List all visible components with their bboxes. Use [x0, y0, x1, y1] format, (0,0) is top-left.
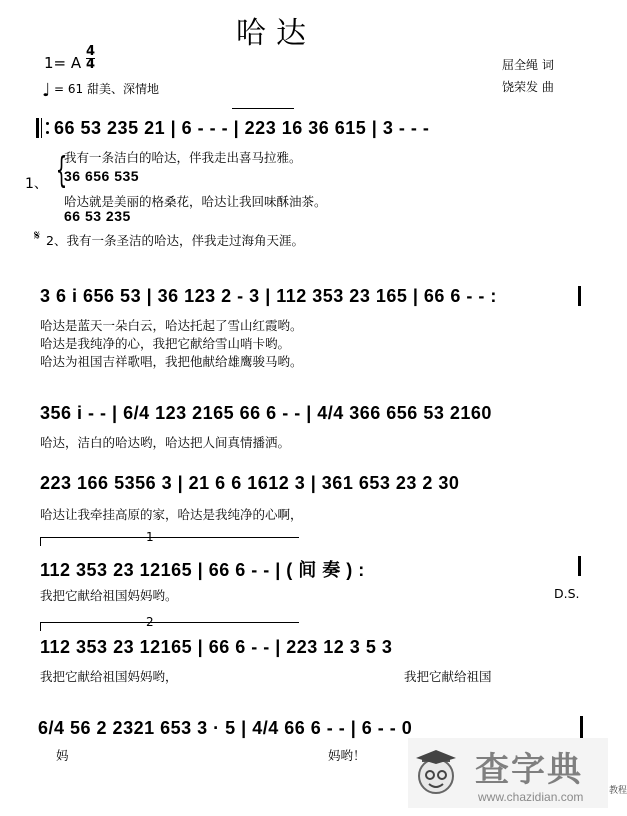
staff-alt-notes-1: 36 656 535	[64, 168, 140, 184]
verse-brace: {	[55, 150, 68, 191]
staff-row-5-notes: 112 353 23 12165 | 66 6 - - | ( 间 奏 ) :	[40, 560, 365, 580]
staff-row-4-notes: 223 166 5356 3 | 21 6 6 1612 3 | 361 653 23 2 30	[40, 473, 460, 493]
lyric-row-5: 我把它献给祖国妈妈哟。	[40, 588, 178, 603]
song-title: 哈达	[236, 16, 316, 51]
quarter-note-icon: ♩	[42, 80, 51, 101]
staff-row-6-notes: 112 353 23 12165 | 66 6 - - | 223 12 3 5 3	[40, 637, 393, 657]
key-signature: 1= A	[44, 54, 82, 72]
lyric-row-7b: 妈哟！	[328, 748, 366, 763]
final-barline	[580, 716, 583, 738]
repeat-end-barline	[578, 286, 581, 306]
staff-row-7-notes: 6/4 56 2 2321 653 3 · 5 | 4/4 66 6 - - | 6 - - 0	[38, 718, 413, 738]
lyric-row-4: 哈达让我牵挂高原的家，哈达是我纯净的心啊，	[40, 507, 303, 522]
staff-row-3-notes: 356 i - - | 6/4 123 2165 66 6 - - | 4/4 366 656 53 2160	[40, 403, 492, 423]
segno-icon: 𝄋	[34, 228, 41, 244]
volta-second-label: 2	[146, 615, 154, 629]
lyric-row-6a: 我把它献给祖国妈妈哟，	[40, 669, 178, 684]
corner-tag: 教程	[609, 786, 627, 796]
lyric-row-2a: 哈达是蓝天一朵白云，哈达托起了雪山红霞哟。	[40, 318, 303, 333]
lyricist-credit: 屈全绳 词	[502, 58, 554, 72]
lyric-row-1b: 哈达就是美丽的格桑花，哈达让我回味酥油茶。	[64, 194, 327, 209]
volta-second-bracket	[40, 622, 299, 631]
repeat-end-barline-2	[578, 556, 581, 576]
repeat-start-barline	[36, 118, 39, 138]
staff-row-1-notes: 66 53 235 21 | 6 - - - | 223 16 36 615 | 3 - - -	[54, 118, 430, 138]
watermark-url: www.chazidian.com	[478, 790, 584, 804]
lyric-row-2b: 哈达是我纯净的心，我把它献给雪山哨卡哟。	[40, 336, 291, 351]
lyric-row-3: 哈达，洁白的哈达哟，哈达把人间真情播洒。	[40, 435, 291, 450]
repeat-dot	[46, 131, 49, 134]
mascot-icon	[414, 748, 458, 798]
ds-marking: D.S.	[554, 586, 580, 601]
lyric-row-1a: 我有一条洁白的哈达，伴我走出喜马拉雅。	[64, 150, 302, 165]
barline	[41, 118, 42, 138]
time-signature: 4 4	[86, 44, 96, 72]
watermark-logo: 查字典	[475, 750, 583, 790]
volta-first-bracket	[40, 537, 299, 546]
staff-row-2-notes: 3 6 i 656 53 | 36 123 2 - 3 | 112 353 23 165 | 66 6 - - :	[40, 286, 497, 306]
tempo-marking: = 61 甜美、深情地	[54, 82, 159, 96]
lyric-row-2c: 哈达为祖国吉祥歌唱，我把他献给雄鹰骏马哟。	[40, 354, 303, 369]
repeat-dot	[46, 122, 49, 125]
staff-alt-notes-2: 66 53 235	[64, 208, 131, 224]
volta-first-label: 1	[146, 530, 154, 544]
lyric-row-7a: 妈	[56, 748, 69, 763]
accent-line	[232, 108, 294, 117]
lyric-row-6b: 我把它献给祖国	[404, 669, 492, 684]
composer-credit: 饶荣发 曲	[502, 80, 554, 94]
lyric-row-1c: 2、我有一条圣洁的哈达，伴我走过海角天涯。	[46, 233, 304, 248]
verse-number: 1、	[25, 176, 48, 192]
